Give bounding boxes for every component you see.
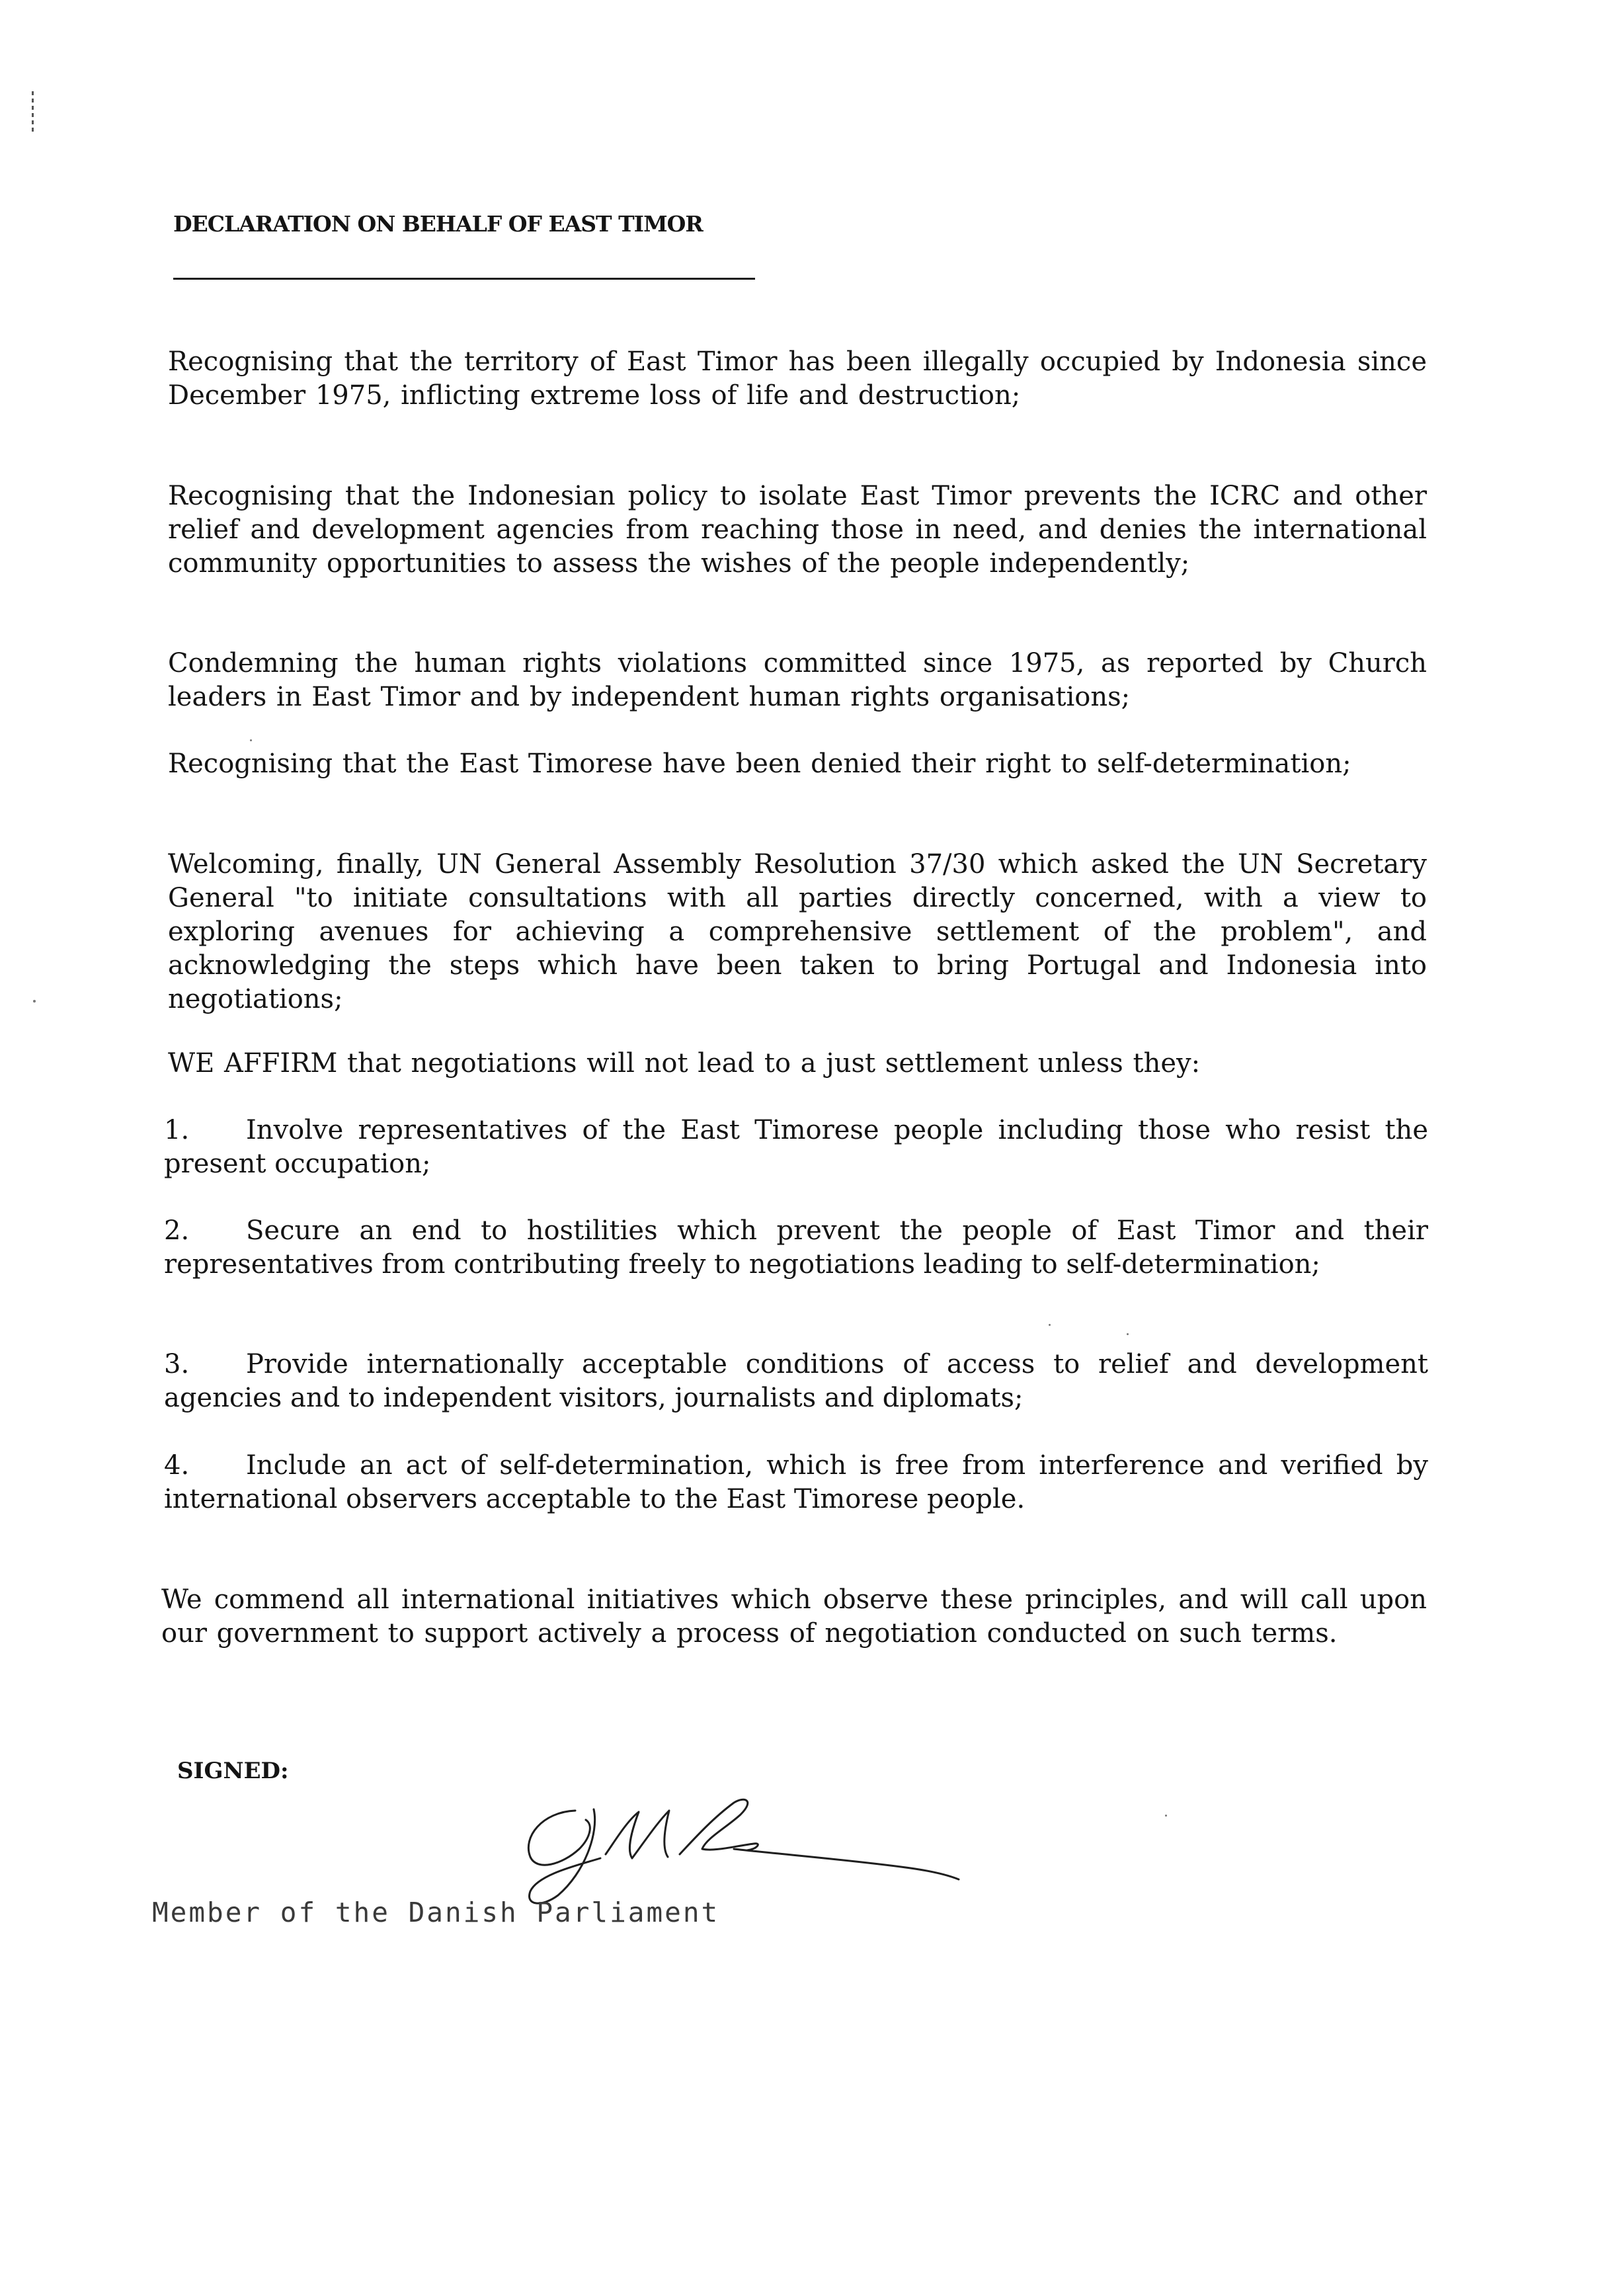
condition-text: Provide internationally acceptable conditions of access to relief and development agencies and to independent visitors, journalists and diplomats; (164, 1349, 1428, 1413)
paragraph-recognising-occupation: Recognising that the territory of East Timor has been illegally occupied by Indonesia since December 1975, inflicting extreme loss of life and destruction; (168, 347, 1427, 411)
paragraph-we-affirm: WE AFFIRM that negotiations will not lead to a just settlement unless they: (168, 1048, 1201, 1079)
signed-label: SIGNED: (177, 1758, 289, 1784)
condition-item (164, 1348, 1428, 1415)
condition-text: Secure an end to hostilities which prevent the people of East Timor and their representatives from contributing freely to negotiations leading to self-determination; (164, 1215, 1428, 1280)
margin-mark (32, 91, 34, 132)
paragraph-isolation-policy: Recognising that the Indonesian policy to isolate East Timor prevents the ICRC and other relief and development agencies from reaching those in need, and denies the international community opportunities to assess the wishes of the people independently; (168, 481, 1427, 579)
condition-number: 3. (164, 1349, 190, 1379)
condition-number: 2. (164, 1215, 190, 1246)
condition-text: Include an act of self-determination, which is free from interference and verified by international observers acceptable to the East Timorese people. (164, 1450, 1428, 1514)
paragraph-welcoming-resolution: Welcoming, finally, UN General Assembly Resolution 37/30 which asked the UN Secretary General "to initiate consultations with all parties directly concerned, with a view to exploring avenues for achieving a comprehensive settlement of the problem", and acknowledging the steps which have been taken to bring Portugal and Indonesia into negotiations; (168, 849, 1427, 1014)
scan-speck (1049, 1324, 1051, 1326)
paragraph-self-determination-denied: Recognising that the East Timorese have been denied their right to self-determination; (168, 749, 1351, 779)
condition-text: Involve representatives of the East Timorese people including those who resist the present occupation; (164, 1115, 1428, 1179)
condition-number: 1. (164, 1115, 190, 1145)
condition-item (164, 1214, 1428, 1282)
document-title: DECLARATION ON BEHALF OF EAST TIMOR (173, 211, 703, 237)
scan-speck (250, 739, 252, 741)
paragraph-closing-commendation: We commend all international initiatives which observe these principles, and will call upon our government to support actively a process of negotiation conducted on such terms. (161, 1584, 1427, 1649)
scan-speck (1165, 1815, 1167, 1817)
condition-item (164, 1449, 1428, 1516)
signatory-title: Member of the Danish Parliament (152, 1897, 720, 1928)
condition-item (164, 1114, 1428, 1181)
handwritten-signature (516, 1785, 992, 1911)
scan-speck (1127, 1333, 1129, 1335)
condition-number: 4. (164, 1450, 190, 1481)
paragraph-condemning-violations: Condemning the human rights violations committed since 1975, as reported by Church leaders in East Timor and by independent human rights organisations; (168, 648, 1427, 712)
title-underline (173, 278, 755, 280)
scan-speck (33, 1000, 36, 1003)
